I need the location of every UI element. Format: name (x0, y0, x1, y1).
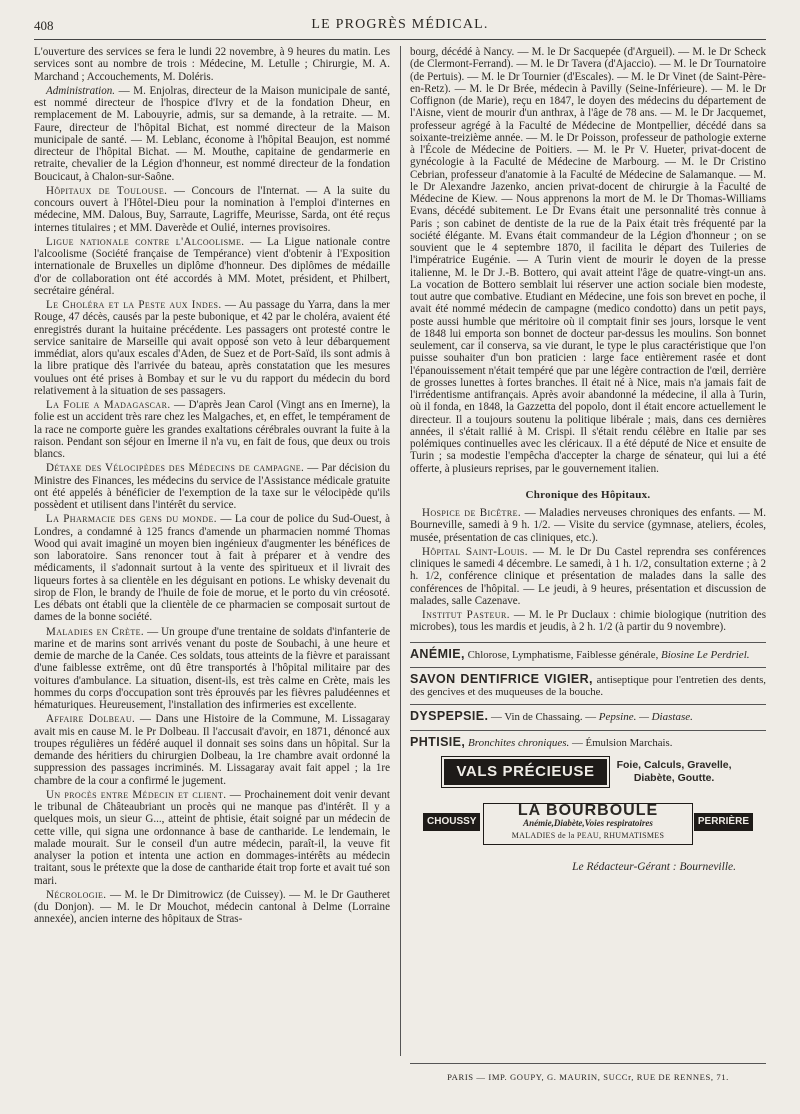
article-paragraph: La Folie a Madagascar. — D'après Jean Carol (Vingt ans en Imerne), la folie est un accident très rare chez les Malgaches, et, en effet, le tempérament de la race ne comporte guère les grandes exaltations cérébrales ouvrant la fuite à la raison. Pendant son séjour en Imerne il n'a vu, en fait de fous, que deux ou trois blancs. (34, 399, 390, 460)
chronique-title: Chronique des Hôpitaux. (525, 488, 651, 501)
article-lead: Administration. (46, 84, 116, 97)
journal-title: LE PROGRÈS MÉDICAL. (311, 17, 489, 32)
chronique-item: Hôpital Saint-Louis. — M. le Dr Du Castel reprendra ses conférences cliniques le samedi 4 décembre. Le samedi, à 1 h. 1/2, consultation externe ; à 2 h. 1/2, conférence clinique et présentation de malades dans la salle des conférences de l'hôpital. — Le jeudi, à 9 heures, présentation et discussion de malades, salle Cazenave. (410, 545, 766, 607)
chronique-lead: Hospice de Bicêtre. (422, 507, 522, 519)
article-paragraph: bourg, décédé à Nancy. — M. le Dr Sacquepée (d'Argueil). — M. le Dr Scheck (de Clermont-Ferrand). — M. le Dr Tavera (d'Ajaccio). — M. le Dr Tournatoire (de Pertuis). — M. le Dr Tournier (d'Escales). — M. le Dr Vinet (de Saint-Père-en-Retz). — M. le Dr Brée, médecin à Pavilly (Seine-Inférieure). — M. le Dr Coffignon (de Marie), reçu en 1847, le doyen des médecins du département de l'Aisne, vient de mourir d'un anthrax, à l'âge de 78 ans. — M. le Dr Jacquemet, professeur agrégé à la Faculté de Médecine de Montpellier, décédé dans sa soixante-treizième année. — M. le Dr Poisson, professeur de pathologie externe à l'École de Médecine de Poitiers. — M. le Pr V. Hueter, privat-docent de gynécologie à la Faculté de Médecine de Marbourg. — M. le Dr Cristino Cebrian, professeur d'anatomie à la Faculté de Médecine de Salamanque. — M. le Dr Alexandre Jazenko, ancien privat-docent de chirurgie à la Faculté de Médecine de Kiew. — Nous apprenons la mort de M. le Dr Thomas-Williams Evans, décédé subitement. Le Dr Evans était une personnalité très connue à Paris ; son cabinet de dentiste de la rue de la Paix était très fréquenté par la société élégante. M. Evans était commandeur de la Légion d'honneur ; on se souvient que le 4 septembre 1870, il facilita le départ des Tuileries de l'impératrice Eugénie. — A Turin vient de mourir le doyen de la presse italienne, M. le Dr J.-B. Bottero, qui avait atteint l'âge de quatre-vingt-un ans. La vocation de Bottero semblait lui réserver une action sociale bien modeste, tout autre que combative. Etudiant en Médecine, une fois son brevet en poche, il avait été nommé médecin de campagne (medico condotto) dans un petit pays, poste aussi humble que méritoire où il comptait finir ses jours, lorsque le vent de 1848 lui emporta son bonnet de docteur par-dessus les moulins. Son bonnet seulement, car il conserva, sa vie durant, le type le plus caractéristique que l'on puisse souhaiter d'un bon praticien : large face entièrement rasée et dont l'épanouissement n'était tempéré que par une légère contraction de l'œil, derrière de grosses lunettes à fortes branches. Il était né à Nice, mais n'a jamais fait de l'irrédentisme antifrançais. Après avoir abandonné la médecine, il alla à Turin, où il fonda, en 1848, la Gazzetta del popolo, dont il était encore actuellement le directeur. Il a toujours soutenu la politique libérale ; mais, dans ces dernières années, il s'était rallié à M. Crispi. Il s'était rendu célèbre en Italie par ses polémiques continuelles avec les cléricaux. Il a été député de Nice et ensuite de Turin ; sa modestie l'empêcha d'accepter la charge de sénateur, qui lui a été offerte, à plusieurs reprises, par le gouvernement italien. (410, 46, 766, 475)
article-lead: Affaire Dolbeau. (46, 713, 136, 726)
article-paragraph: Nécrologie. — M. le Dr Dimitrowicz (de Cuissey). — M. le Dr Gautheret (du Donjon). — M. le Dr Mouchot, médecin cantonal à Delme (Lorraine annexée), ancien interne des hôpitaux de Stras- (34, 888, 390, 926)
bourboule-right-label: PERRIÈRE (694, 813, 753, 831)
ad-dyspepsie: DYSPEPSIE. — Vin de Chassaing. — Pepsine. — Diastase. (410, 704, 766, 727)
article-lead: Détaxe des Vélocipèdes des Médecins de campagne. (46, 462, 305, 475)
article-lead: La Folie a Madagascar. (46, 399, 171, 411)
article-paragraph: La Pharmacie des gens du monde. — La cour de police du Sud-Ouest, à Londres, a condamné à 125 francs d'amende un pharmacien nommé Thomas Wood qui avait imaginé un moyen bien ingénieux d'augmenter les bénéfices de son laboratoire. Sans renoncer tout à fait à préparer et à vendre des médicaments, il s'adonnait surtout à la vente des spiritueux et il livrait des liqueurs fortes à sa clientèle en les déguisant en potions. Le whisky devenait du sirop de Flon, le brandy de l'huile de foie de morue, et le porto du vin créosoté. Les débats ont établi que la clientèle de ce pharmacien se composait surtout de dames de la bonne société. (34, 513, 390, 624)
column-divider (400, 46, 401, 1056)
bourboule-left-label: CHOUSSY (423, 813, 480, 831)
article-paragraph: Le Choléra et la Peste aux Indes. — Au passage du Yarra, dans la mer Rouge, 47 décès, causés par la peste bubonique, et 42 par le choléra, avaient été enregistrés durant la huitaine précédente. Les passagers ont protesté contre le service sanitaire de Marseille qui avait opposé son veto à leur débarquement immédiat, alors qu'aux escales d'Aden, de Suez et de Port-Saïd, ils sont admis à la libre pratique dès l'arrivée du bateau, après constatation que les mesures voulues ont été prises à Bombay et sur le vu du rapport du médecin du bord relativement à la situation de ses passagers. (34, 299, 390, 397)
redacteur-gerant: Le Rédacteur-Gérant : Bourneville. (572, 861, 736, 873)
article-lead: La Pharmacie des gens du monde. (46, 513, 217, 526)
article-paragraph: L'ouverture des services se fera le lundi 22 novembre, à 9 heures du matin. Les services sont au nombre de trois : Médecine, M. Letulle ; Chirurgie, M. A. Marchand ; Accouchements, M. Doléris. (34, 46, 390, 83)
chronique-lead: Institut Pasteur. (422, 609, 510, 621)
footer-rule (410, 1063, 766, 1064)
ad-phtisie: PHTISIE, Bronchites chroniques. — Émulsion Marchais. (410, 730, 766, 753)
chronique-lead: Hôpital Saint-Louis. (422, 545, 528, 558)
article-paragraph: Affaire Dolbeau. — Dans une Histoire de la Commune, M. Lissagaray avait mis en cause M. le Pr Dolbeau. Il l'accusait d'avoir, en 1871, dénoncé aux troupes régulières un fédéré auquel il donnait ses soins dans un hôpital. Sur la demande des héritiers du chirurgien Dolbeau, la 1re chambre avait ordonné la suppression des passages incriminés. M. Lissagaray avait fait appel ; la 1re chambre de la cour a confirmé le jugement. (34, 713, 390, 787)
article-lead: Ligue nationale contre l'Alcoolisme. (46, 235, 245, 248)
ad-la-bourboule (423, 799, 753, 847)
printer-line: PARIS — IMP. GOUPY, G. MAURIN, SUCCr, RUE DE RENNES, 71. (447, 1072, 729, 1082)
page-header (34, 16, 766, 38)
left-column (34, 46, 390, 928)
ad-anemie: ANÉMIE, Chlorose, Lymphatisme, Faiblesse générale, Biosine Le Perdriel. (410, 642, 766, 665)
article-lead: Un procès entre Médecin et client. (46, 788, 227, 801)
page-number: 408 (34, 18, 54, 33)
article-lead: Maladies en Crète. (46, 625, 145, 638)
chronique-item: Institut Pasteur. — M. le Pr Duclaux : chimie biologique (nutrition des microbes), tous les mardis et jeudis, à 2 h. 1/2 (à partir du 9 novembre). (410, 609, 766, 634)
vals-logo: VALS PRÉCIEUSE (444, 759, 606, 785)
article-lead: Hôpitaux de Toulouse. (46, 184, 168, 197)
article-paragraph: Un procès entre Médecin et client. — Prochainement doit venir devant le tribunal de Châteaubriant un procès qui ne manque pas d'intérêt. Il y a quelques mois, un sieur G..., atteint de phtisie, était soigné par un médecin de cette ville, qui signa une ordonnance à base de cantharide. Le lendemain, le malade mourait. Sur le conseil d'un autre médecin, paraît-il, la veuve fit analyser la potion et intenta une action en dommages-intérêts au médecin traitant, sous le prétexte que la dose de cantharide était trop forte et avait tué son mari. (34, 788, 390, 887)
article-paragraph: Administration. — M. Enjolras, directeur de la Maison municipale de santé, est nommé directeur de l'hospice d'Ivry et de la fondation Dheur, en remplacement de M. Labouyrie, admis, sur sa demande, à la retraite. — M. Faure, directeur de l'hôpital Bichat, est nommé directeur de la Maison municipale de santé. — M. Leblanc, économe à l'hôpital Beaujon, est nommé directeur de l'hôpital Bichat. — M. Mouthe, capitaine de gendarmerie en retraite, chevalier de la Légion d'honneur, est nommé directeur de la fondation Boucicaut, à Chalon-sur-Saône. (34, 84, 390, 183)
chronique-item: Hospice de Bicêtre. — Maladies nerveuses chroniques des enfants. — M. Bourneville, samedi à 9 h. 1/2. — Visite du service (gymnase, ateliers, écoles, musée, présentation de cas cliniques, etc.). (410, 507, 766, 544)
ad-vals-precieuse (410, 759, 766, 785)
article-lead: Nécrologie. (46, 888, 107, 901)
article-paragraph: Détaxe des Vélocipèdes des Médecins de campagne. — Par décision du Ministre des Finances, les médecins du service de l'Assistance médicale gratuite ont été appelés à bénéficier de l'exemption de la taxe sur le vélocipède qu'ils possèdent et utilisent dans l'intérêt du service. (34, 462, 391, 511)
ad-savon-vigier: SAVON DENTIFRICE VIGIER, antiseptique pour l'entretien des dents, des gencives et des muqueuses de la bouche. (410, 667, 766, 703)
article-paragraph: Hôpitaux de Toulouse. — Concours de l'Internat. — A la suite du concours ouvert à l'Hôtel-Dieu pour la nomination à l'emploi d'internes en médecine, MM. Dalous, Buy, Sarraute, Lagriffe, Meurisse, Sarda, ont été reçus internes titulaires ; et MM. Daverède et Oulié, internes provisoires. (34, 184, 390, 234)
vals-description: Foie, Calculs, Gravelle, Diabète, Goutte. (616, 758, 732, 784)
header-rule (34, 39, 766, 40)
bourboule-center: LA BOURBOULE Anémie,Diabète,Voies respiratoires MALADIES de la PEAU, RHUMATISMES (483, 803, 693, 845)
article-paragraph: Maladies en Crète. — Un groupe d'une trentaine de soldats d'infanterie de marine et de marins sont arrivés venant du poste de Soubachi, à une heure et demie de marche de la Canée. Ces soldats, tous atteints de la fièvre et paraissant d'une faiblesse extrême, ont dû être transportés à l'hôpital militaire par des voitures d'ambulance. La situation, disent-ils, est très calme en Crète, mais les hommes du corps d'occupation sont très éprouvés par les fièvres paludéennes et hématuriques. Heureusement, l'installation des infirmeries est excellente. (34, 625, 390, 711)
article-paragraph: Ligue nationale contre l'Alcoolisme. — La Ligue nationale contre l'alcoolisme (Société française de Tempérance) vient d'obtenir à l'Exposition internationale de Bruxelles un diplôme d'honneur. Des diplômes de médaille d'or de collaboration ont été accordés à MM. Motet, président, et Philbert, secrétaire général. (34, 235, 390, 297)
article-lead: Le Choléra et la Peste aux Indes. (46, 299, 222, 311)
right-column (410, 46, 766, 873)
